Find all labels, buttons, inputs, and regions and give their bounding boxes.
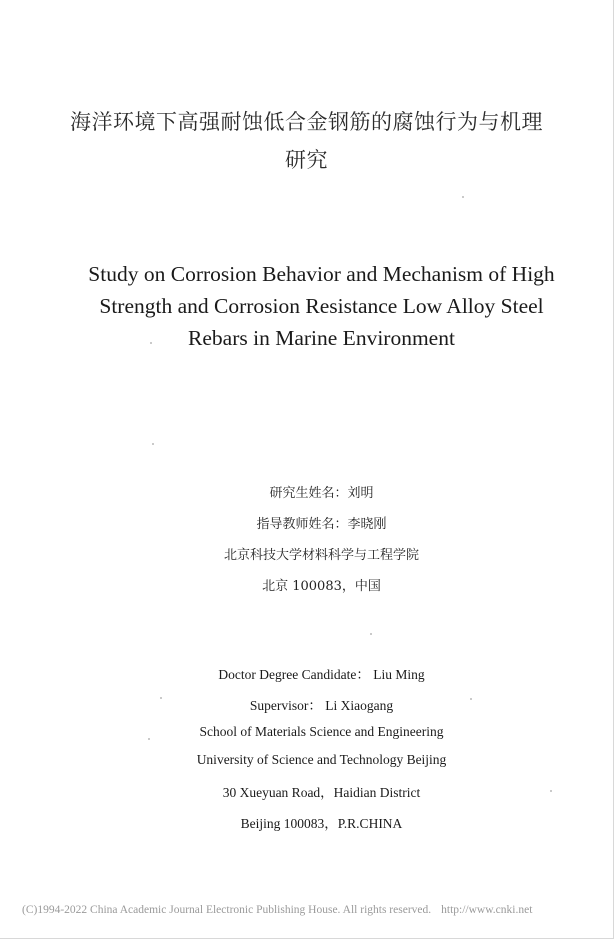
chinese-address: 北京 100083，中国	[262, 579, 381, 594]
english-candidate-name: Doctor Degree Candidate： Liu Ming	[218, 667, 425, 682]
scan-speck	[160, 697, 162, 699]
english-school-name: School of Materials Science and Engineering	[199, 724, 444, 739]
scan-speck	[370, 633, 372, 635]
english-university-name: University of Science and Technology Beijing	[196, 752, 447, 767]
scan-speck	[148, 738, 150, 740]
copyright-text: (C)1994-2022 China Academic Journal Electronic Publishing House. All rights reserved.	[22, 904, 432, 916]
chinese-school-name: 北京科技大学材料科学与工程学院	[223, 548, 419, 563]
english-street-address: 30 Xueyuan Road，Haidian District	[222, 785, 421, 800]
english-title-line-2: Strength and Corrosion Resistance Low Alloy Steel	[99, 294, 544, 318]
scan-speck	[150, 342, 152, 344]
chinese-title-line-2: 研究	[285, 148, 328, 172]
chinese-student-name: 研究生姓名：刘明	[269, 486, 374, 501]
english-supervisor-name: Supervisor： Li Xiaogang	[249, 698, 394, 713]
scan-speck	[470, 698, 472, 700]
cnki-url: http://www.cnki.net	[441, 904, 533, 916]
english-title-line-3: Rebars in Marine Environment	[188, 326, 455, 350]
chinese-title-line-1: 海洋环境下高强耐蚀低合金钢筋的腐蚀行为与机理	[70, 110, 543, 134]
scan-speck	[462, 196, 464, 198]
english-city-address: Beijing 100083，P.R.CHINA	[240, 816, 403, 831]
scan-speck	[550, 790, 552, 792]
english-title-line-1: Study on Corrosion Behavior and Mechanism of High	[88, 262, 555, 286]
scan-speck	[152, 443, 154, 445]
copyright-footer	[22, 904, 582, 916]
chinese-advisor-name: 指导教师姓名：李晓刚	[256, 517, 387, 532]
